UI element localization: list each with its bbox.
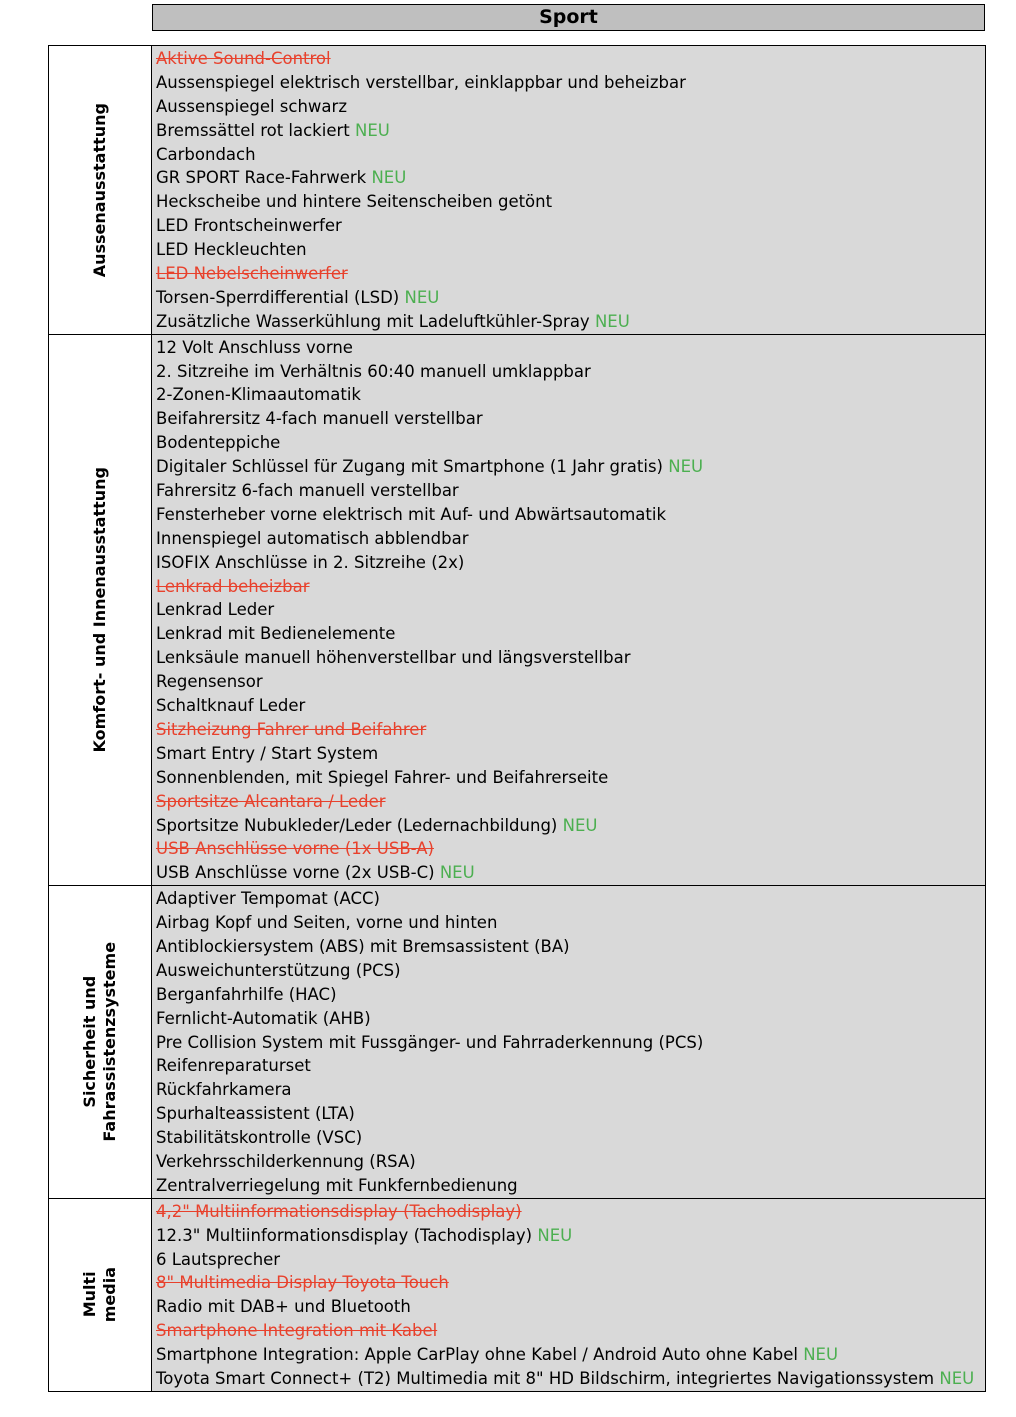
item-text: Zentralverriegelung mit Funkfernbedienung xyxy=(156,1175,518,1195)
list-item xyxy=(156,1248,985,1272)
item-text: Antiblockiersystem (ABS) mit Bremsassistent (BA) xyxy=(156,936,570,956)
item-text: Stabilitätskontrolle (VSC) xyxy=(156,1128,363,1148)
list-item xyxy=(156,1343,985,1367)
item-text: 12.3" Multiinformationsdisplay (Tachodisplay) xyxy=(156,1225,533,1245)
list-item xyxy=(156,1102,985,1126)
item-text: Digitaler Schlüssel für Zugang mit Smartphone (1 Jahr gratis) xyxy=(156,457,663,477)
item-text: Toyota Smart Connect+ (T2) Multimedia mit 8" HD Bildschirm, integriertes Navigationssystem xyxy=(156,1368,935,1388)
list-item xyxy=(156,238,985,262)
item-text: LED Nebelscheinwerfer xyxy=(156,264,348,284)
item-text: Bodenteppiche xyxy=(156,433,281,453)
list-item xyxy=(156,670,985,694)
list-item xyxy=(156,336,985,360)
list-item xyxy=(156,479,985,503)
item-text: Beifahrersitz 4-fach manuell verstellbar xyxy=(156,409,483,429)
list-item xyxy=(156,503,985,527)
list-item xyxy=(156,766,985,790)
item-text: Carbondach xyxy=(156,144,256,164)
list-item xyxy=(156,742,985,766)
item-text: Radio mit DAB+ und Bluetooth xyxy=(156,1297,411,1317)
new-badge: NEU xyxy=(404,287,440,307)
item-text: Sitzheizung Fahrer und Beifahrer xyxy=(156,719,427,739)
list-item xyxy=(156,718,985,742)
category-cell xyxy=(49,1199,152,1391)
item-list xyxy=(152,335,985,885)
section xyxy=(49,334,985,885)
list-item xyxy=(156,262,985,286)
item-text: 4,2" Multiinformationsdisplay (Tachodisplay) xyxy=(156,1201,522,1221)
item-text: Fensterheber vorne elektrisch mit Auf- und Abwärtsautomatik xyxy=(156,504,667,524)
list-item xyxy=(156,861,985,885)
item-text: Schaltknauf Leder xyxy=(156,696,306,716)
new-badge: NEU xyxy=(439,863,475,883)
item-text: Aussenspiegel schwarz xyxy=(156,96,347,116)
list-item xyxy=(156,551,985,575)
category-cell xyxy=(49,886,152,1198)
new-badge: NEU xyxy=(939,1368,975,1388)
item-text: ISOFIX Anschlüsse in 2. Sitzreihe (2x) xyxy=(156,552,465,572)
section xyxy=(49,885,985,1198)
list-item xyxy=(156,1174,985,1198)
list-item xyxy=(156,1271,985,1295)
list-item xyxy=(156,911,985,935)
category-label: Komfort- und Innenausstattung xyxy=(90,467,109,753)
item-text: Berganfahrhilfe (HAC) xyxy=(156,984,337,1004)
list-item xyxy=(156,455,985,479)
list-item xyxy=(156,190,985,214)
list-item xyxy=(156,814,985,838)
new-badge: NEU xyxy=(803,1345,839,1365)
item-text: 12 Volt Anschluss vorne xyxy=(156,337,353,357)
new-badge: NEU xyxy=(594,311,630,331)
equipment-table xyxy=(48,45,986,1392)
list-item xyxy=(156,71,985,95)
item-list xyxy=(152,1199,985,1391)
category-label: Sicherheit und Fahrassistenzsysteme xyxy=(80,942,119,1142)
item-text: 2-Zonen-Klimaautomatik xyxy=(156,385,361,405)
item-text: Reifenreparaturset xyxy=(156,1056,311,1076)
item-text: USB Anschlüsse vorne (1x USB-A) xyxy=(156,839,434,859)
item-text: Sonnenblenden, mit Spiegel Fahrer- und Beifahrerseite xyxy=(156,767,609,787)
list-item xyxy=(156,95,985,119)
item-text: Verkehrsschilderkennung (RSA) xyxy=(156,1151,416,1171)
item-text: Smart Entry / Start System xyxy=(156,743,379,763)
item-text: Torsen-Sperrdifferential (LSD) xyxy=(156,287,400,307)
item-text: Ausweichunterstützung (PCS) xyxy=(156,960,401,980)
list-item xyxy=(156,694,985,718)
list-item xyxy=(156,214,985,238)
list-item xyxy=(156,1150,985,1174)
category-cell xyxy=(49,46,152,334)
item-text: Smartphone Integration: Apple CarPlay ohne Kabel / Android Auto ohne Kabel xyxy=(156,1345,798,1365)
item-text: 2. Sitzreihe im Verhältnis 60:40 manuell umklappbar xyxy=(156,361,591,381)
item-text: Innenspiegel automatisch abblendbar xyxy=(156,528,469,548)
item-text: Fernlicht-Automatik (AHB) xyxy=(156,1008,371,1028)
list-item xyxy=(156,959,985,983)
list-item xyxy=(156,407,985,431)
list-item xyxy=(156,166,985,190)
list-item xyxy=(156,1007,985,1031)
list-item xyxy=(156,983,985,1007)
item-text: Pre Collision System mit Fussgänger- und Fahrraderkennung (PCS) xyxy=(156,1032,704,1052)
list-item xyxy=(156,646,985,670)
list-item xyxy=(156,527,985,551)
item-text: LED Heckleuchten xyxy=(156,240,307,260)
list-item xyxy=(156,598,985,622)
item-text: USB Anschlüsse vorne (2x USB-C) xyxy=(156,863,435,883)
item-text: Bremssättel rot lackiert xyxy=(156,120,350,140)
list-item xyxy=(156,431,985,455)
item-text: Airbag Kopf und Seiten, vorne und hinten xyxy=(156,913,498,933)
new-badge: NEU xyxy=(668,457,704,477)
list-item xyxy=(156,1078,985,1102)
item-text: Aussenspiegel elektrisch verstellbar, einklappbar und beheizbar xyxy=(156,72,686,92)
item-text: Regensensor xyxy=(156,672,263,692)
list-item xyxy=(156,286,985,310)
category-cell xyxy=(49,335,152,885)
item-text: Aktive Sound-Control xyxy=(156,49,331,68)
item-text: Sportsitze Alcantara / Leder xyxy=(156,791,386,811)
item-text: 6 Lautsprecher xyxy=(156,1249,281,1269)
item-text: Zusätzliche Wasserkühlung mit Ladeluftkühler-Spray xyxy=(156,311,590,331)
list-item xyxy=(156,837,985,861)
item-text: LED Frontscheinwerfer xyxy=(156,216,342,236)
list-item xyxy=(156,1224,985,1248)
list-item xyxy=(156,1200,985,1224)
list-item xyxy=(156,575,985,599)
item-text: Heckscheibe und hintere Seitenscheiben getönt xyxy=(156,192,553,212)
item-text: GR SPORT Race-Fahrwerk xyxy=(156,168,367,188)
category-label: Aussenausstattung xyxy=(90,102,109,277)
list-item xyxy=(156,1295,985,1319)
item-text: Lenkrad mit Bedienelemente xyxy=(156,624,396,644)
item-text: Adaptiver Tempomat (ACC) xyxy=(156,889,380,909)
item-list xyxy=(152,46,985,334)
list-item xyxy=(156,1367,985,1391)
list-item xyxy=(156,47,985,71)
new-badge: NEU xyxy=(562,815,598,835)
list-item xyxy=(156,1031,985,1055)
list-item xyxy=(156,622,985,646)
new-badge: NEU xyxy=(537,1225,573,1245)
list-item xyxy=(156,1054,985,1078)
item-text: Sportsitze Nubukleder/Leder (Ledernachbildung) xyxy=(156,815,558,835)
new-badge: NEU xyxy=(371,168,407,188)
item-text: 8" Multimedia Display Toyota Touch xyxy=(156,1273,449,1293)
list-item xyxy=(156,887,985,911)
list-item xyxy=(156,790,985,814)
item-text: Spurhalteassistent (LTA) xyxy=(156,1104,355,1124)
section xyxy=(49,1198,985,1391)
item-text: Fahrersitz 6-fach manuell verstellbar xyxy=(156,481,459,501)
list-item xyxy=(156,143,985,167)
list-item xyxy=(156,360,985,384)
section xyxy=(49,46,985,334)
item-text: Lenkrad beheizbar xyxy=(156,576,310,596)
list-item xyxy=(156,935,985,959)
table-title: Sport xyxy=(152,4,985,31)
list-item xyxy=(156,383,985,407)
item-list xyxy=(152,886,985,1198)
list-item xyxy=(156,1319,985,1343)
category-label: Multi media xyxy=(80,1267,119,1323)
item-text: Rückfahrkamera xyxy=(156,1080,292,1100)
list-item xyxy=(156,119,985,143)
list-item xyxy=(156,1126,985,1150)
item-text: Lenkrad Leder xyxy=(156,600,275,620)
item-text: Smartphone Integration mit Kabel xyxy=(156,1321,438,1341)
list-item xyxy=(156,310,985,334)
new-badge: NEU xyxy=(354,120,390,140)
item-text: Lenksäule manuell höhenverstellbar und längsverstellbar xyxy=(156,648,631,668)
